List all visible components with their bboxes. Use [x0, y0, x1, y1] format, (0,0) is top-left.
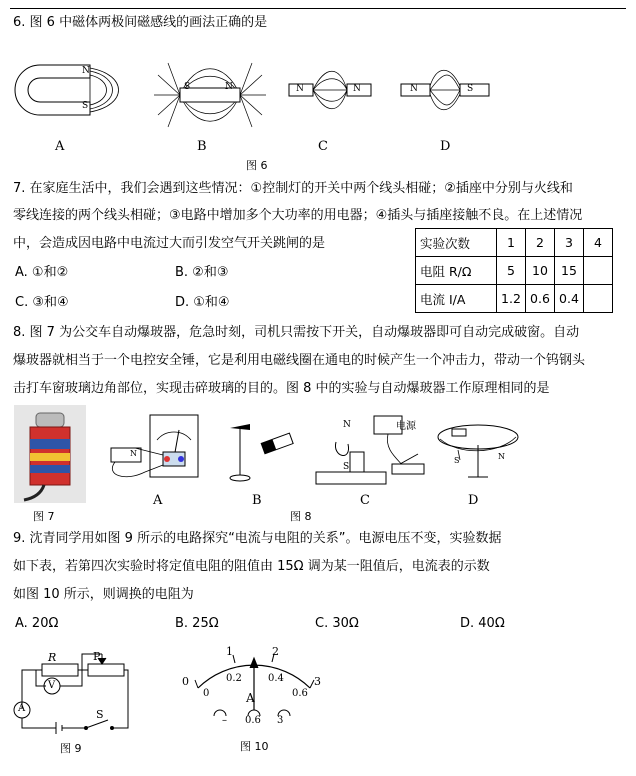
- q7-option-b: B. ②和③: [175, 265, 229, 280]
- top-rule: [10, 8, 626, 9]
- q8-label-b: B: [252, 493, 262, 508]
- table-col: 1: [497, 229, 526, 257]
- q8-label-d: D: [468, 493, 479, 508]
- meter-terminal-06: 0.6: [245, 715, 261, 726]
- fig9-caption: 图 9: [60, 742, 82, 755]
- table-header: 实验次数: [416, 229, 497, 257]
- fig7-caption: 图 7: [33, 510, 55, 523]
- circuit-label-s: S: [96, 708, 104, 721]
- q8-line-3: 击打车窗玻璃边角部位，实现击碎玻璃的目的。图 8 中的实验与自动爆玻器工作原理相同的是: [13, 381, 550, 396]
- table-cell: [584, 257, 613, 285]
- meter-unit: A: [246, 691, 255, 705]
- q6-stem: 6. 图 6 中磁体两极间磁感线的画法正确的是: [13, 15, 268, 30]
- q7-line-2: 零线连接的两个线头相碰；③电路中增加多个大功率的用电器；④插头与插座接触不良。在上述情况: [13, 208, 583, 223]
- q9-line-3: 如图 10 所示，则调换的电阻为: [13, 587, 194, 602]
- fig8-caption: 图 8: [290, 510, 312, 523]
- q8-figure-d: [428, 415, 528, 485]
- table-row-label: 电阻 R/Ω: [416, 257, 497, 285]
- circuit-label-a: A: [18, 703, 26, 714]
- q8-d-pole-s: S: [454, 456, 460, 465]
- q6-d-pole-s: S: [467, 84, 474, 94]
- q6-b-pole-s: S: [184, 82, 191, 92]
- q8-power-label: 电源: [396, 421, 416, 432]
- q7-option-d: D. ①和④: [175, 295, 230, 310]
- q9-option-c: C. 30Ω: [315, 616, 359, 631]
- table-row: [416, 229, 613, 257]
- circuit-label-r: R: [48, 651, 57, 664]
- q6-c-pole-n2: N: [353, 84, 361, 94]
- meter-top-2: 2: [272, 645, 279, 658]
- fig10-caption: 图 10: [240, 740, 269, 753]
- q9-line-2: 如下表，若第四次实验时将定值电阻的阻值由 15Ω 调为某一阻值后，电流表的示数: [13, 559, 490, 574]
- q9-option-b: B. 25Ω: [175, 616, 219, 631]
- meter-bottom-3: 0.6: [292, 688, 308, 699]
- q7-line-1: 7. 在家庭生活中，我们会遇到这些情况：①控制灯的开关中两个线头相碰；②插座中分别与火线和: [13, 181, 573, 196]
- table-cell: 10: [526, 257, 555, 285]
- meter-bottom-1: 0.2: [226, 673, 242, 684]
- q8-d-pole-n: N: [498, 452, 505, 461]
- q8-label-a: A: [153, 493, 163, 508]
- q8-a-pole-n: N: [130, 449, 137, 458]
- q7-option-a: A. ①和②: [15, 265, 69, 280]
- table-cell: 5: [497, 257, 526, 285]
- table-col: 3: [555, 229, 584, 257]
- q8-c-pole-n: N: [343, 420, 351, 430]
- circuit-label-v: V: [48, 680, 56, 691]
- fig7-photo: [14, 405, 86, 503]
- circuit-label-p: P: [93, 650, 101, 663]
- table-row: [416, 285, 613, 313]
- table-row: [416, 257, 613, 285]
- meter-top-0: 0: [182, 675, 189, 688]
- q9-option-a: A. 20Ω: [15, 616, 59, 631]
- table-col: 4: [584, 229, 613, 257]
- q6-d-pole-n: N: [410, 84, 418, 94]
- q9-circuit-diagram: [12, 648, 137, 738]
- q6-a-pole-n: N: [82, 66, 90, 76]
- meter-terminal-3: 3: [277, 715, 284, 726]
- q6-c-pole-n: N: [296, 84, 304, 94]
- q6-label-b: B: [197, 139, 207, 154]
- q6-figure-b: [150, 55, 270, 135]
- experiment-data-table: [415, 228, 613, 313]
- q6-label-d: D: [440, 139, 451, 154]
- q6-b-pole-n: N: [225, 82, 233, 92]
- table-cell: 1.2: [497, 285, 526, 313]
- table-col: 2: [526, 229, 555, 257]
- meter-bottom-2: 0.4: [268, 673, 284, 684]
- q6-figure-caption: 图 6: [246, 159, 268, 172]
- table-cell: 0.6: [526, 285, 555, 313]
- q6-label-a: A: [55, 139, 65, 154]
- q8-line-2: 爆玻器就相当于一个电控安全锤，它是利用电磁线圈在通电的时候产生一个冲击力，带动一个钨钢头: [13, 353, 586, 368]
- q9-line-1: 9. 沈青同学用如图 9 所示的电路探究“电流与电阻的关系”。电源电压不变，实验数据: [13, 531, 502, 546]
- q8-label-c: C: [360, 493, 370, 508]
- table-cell: 0.4: [555, 285, 584, 313]
- meter-bottom-0: 0: [203, 688, 210, 699]
- q8-c-pole-s: S: [343, 462, 350, 472]
- q8-figure-a: [105, 410, 215, 490]
- table-cell: [584, 285, 613, 313]
- q9-option-d: D. 40Ω: [460, 616, 505, 631]
- q8-line-1: 8. 图 7 为公交车自动爆玻器，危急时刻，司机只需按下开关，自动爆玻器即可自动完成破窗。自动: [13, 325, 580, 340]
- q6-a-pole-s: S: [82, 101, 89, 111]
- q7-option-c: C. ③和④: [15, 295, 69, 310]
- q6-figure-a: [10, 55, 120, 135]
- meter-top-3: 3: [314, 675, 321, 688]
- meter-top-1: 1: [226, 645, 233, 658]
- q7-line-3: 中，会造成因电路中电流过大而引发空气开关跳闸的是: [13, 236, 326, 251]
- table-cell: 15: [555, 257, 584, 285]
- q6-figure-d: [395, 60, 495, 130]
- table-row-label: 电流 I/A: [416, 285, 497, 313]
- q6-label-c: C: [318, 139, 328, 154]
- q8-figure-b: [228, 418, 298, 488]
- q6-figure-c: [285, 60, 375, 130]
- meter-terminal-neg: –: [222, 715, 227, 726]
